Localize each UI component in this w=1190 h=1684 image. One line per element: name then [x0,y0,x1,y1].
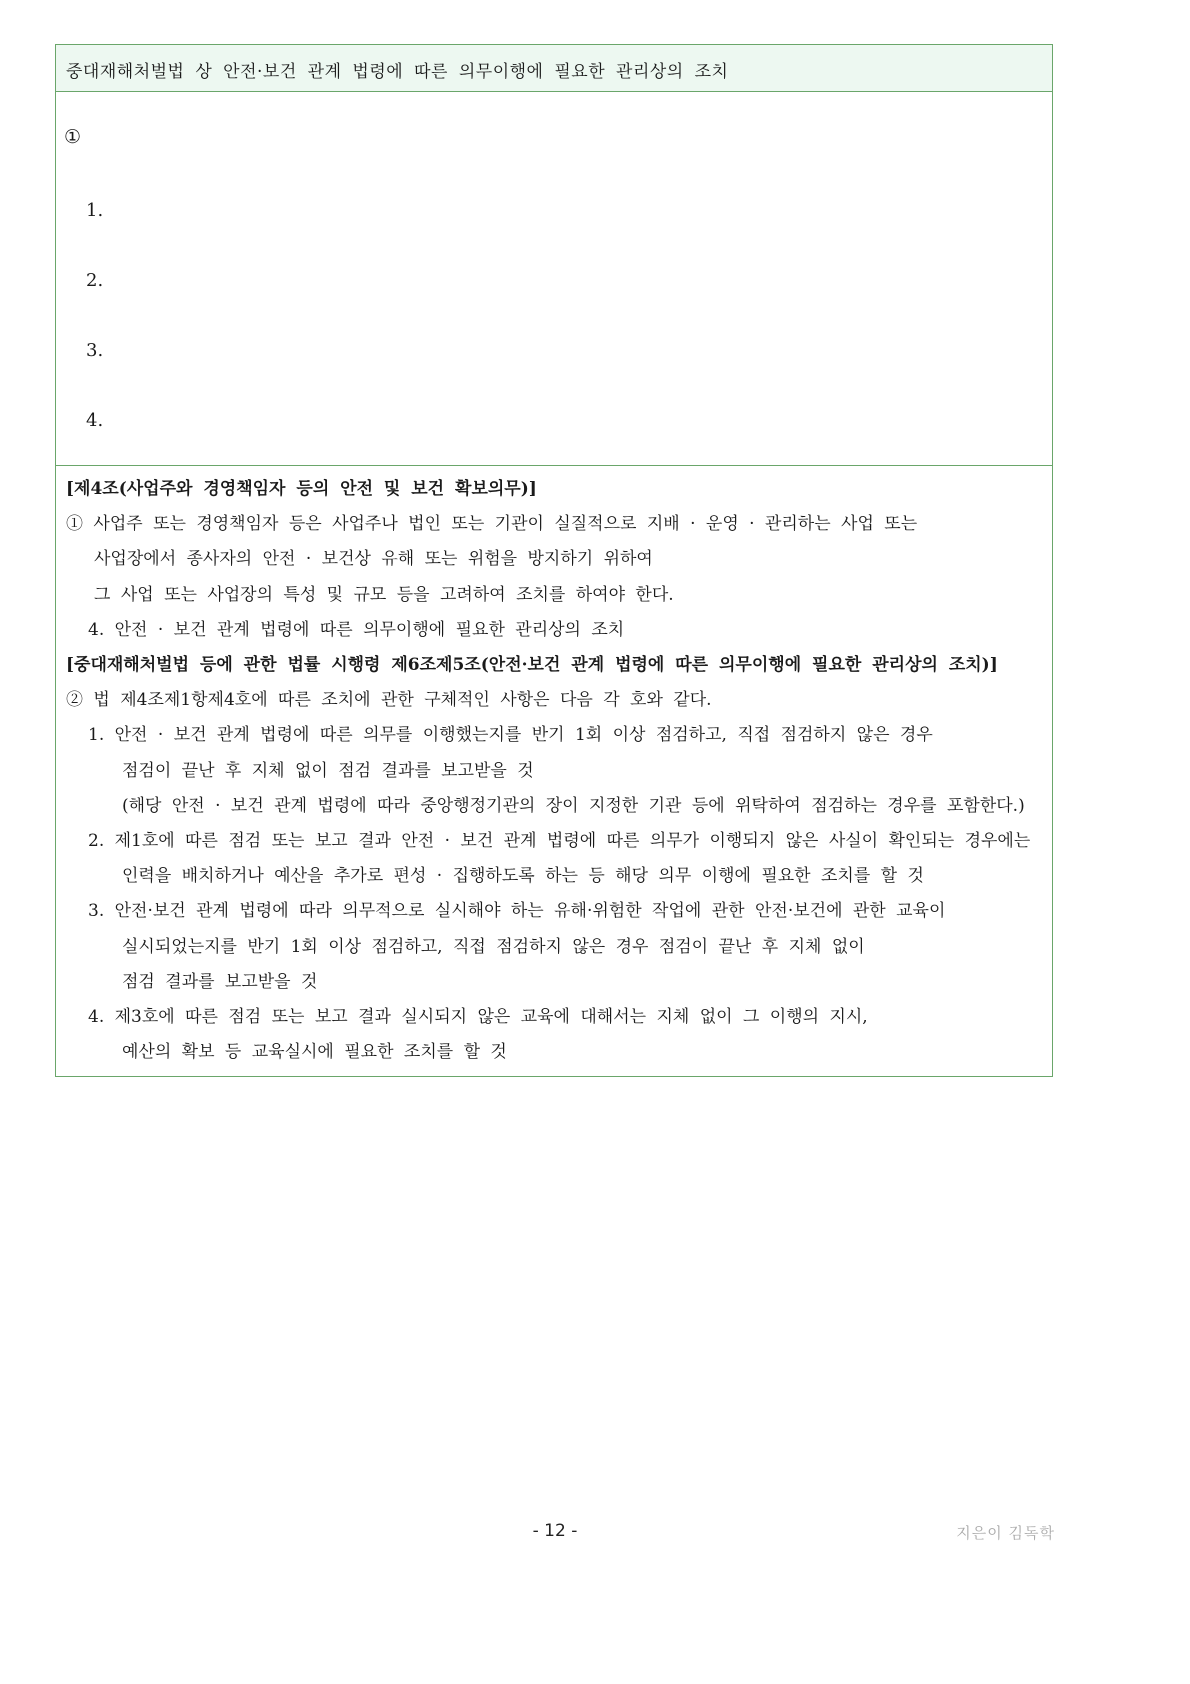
article4-para1-line3: 그 사업 또는 사업장의 특성 및 규모 등을 고려하여 조치를 하여야 한다. [94,584,674,605]
page-number: - 12 - [532,1521,578,1541]
decree-item3-line3: 점검 결과를 보고받을 것 [122,971,318,992]
decree-item2-line2: 인력을 배치하거나 예산을 추가로 편성 · 집행하도록 하는 등 해당 의무 이행에 필요한 조치를 할 것 [122,866,924,887]
decree-item3-line1: 3. 안전·보건 관계 법령에 따라 의무적으로 실시해야 하는 유해·위험한 작업에 관한 안전·보건에 관한 교육이 [88,901,946,922]
decree-item2-line1: 2. 제1호에 따른 점검 또는 보고 결과 안전 · 보건 관계 법령에 따른 의무가 이행되지 않은 사실이 확인되는 경우에는 [88,831,1031,852]
decree-title: [중대재해처벌법 등에 관한 법률 시행령 제6조제5조(안전·보건 관계 법령에 따른 의무이행에 필요한 관리상의 조치)] [66,655,998,676]
decree-item4-line2: 예산의 확보 등 교육실시에 필요한 조치를 할 것 [122,1042,507,1063]
author-credit: 지은이 김독학 [956,1524,1055,1542]
law-text-section [56,466,1052,1076]
article4-para1-line1: ① 사업주 또는 경영책임자 등은 사업주나 법인 또는 기관이 실질적으로 지배 · 운영 · 관리하는 사업 또는 [66,514,918,535]
blank-answer-section [56,92,1052,466]
decree-item1-line3: (해당 안전 · 보건 관계 법령에 따라 중앙행정기관의 장이 지정한 기관 등에 위탁하여 점검하는 경우를 포함한다.) [122,795,1025,816]
table-header [56,45,1052,92]
article4-title: [제4조(사업주와 경영책임자 등의 안전 및 보건 확보의무)] [66,479,537,499]
table-header-text: 중대재해처벌법 상 안전·보건 관계 법령에 따른 의무이행에 필요한 관리상의 조치 [66,62,729,82]
decree-item1-line1: 1. 안전 · 보건 관계 법령에 따른 의무를 이행했는지를 반기 1회 이상 점검하고, 직접 점검하지 않은 경우 [88,725,933,746]
circled-number: ① [64,126,82,148]
blank-item-1: 1. [86,200,104,221]
blank-item-3: 3. [86,340,104,361]
blank-item-2: 2. [86,270,104,291]
content-table [55,44,1053,1077]
decree-item3-line2: 실시되었는지를 반기 1회 이상 점검하고, 직접 점검하지 않은 경우 점검이 끝난 후 지체 없이 [122,936,865,957]
article4-item4: 4. 안전 · 보건 관계 법령에 따른 의무이행에 필요한 관리상의 조치 [88,619,625,640]
decree-item1-line2: 점검이 끝난 후 지체 없이 점검 결과를 보고받을 것 [122,760,534,781]
decree-item4-line1: 4. 제3호에 따른 점검 또는 보고 결과 실시되지 않은 교육에 대해서는 지체 없이 그 이행의 지시, [88,1007,868,1028]
decree-para2: ② 법 제4조제1항제4호에 따른 조치에 관한 구체적인 사항은 다음 각 호와 같다. [66,690,712,711]
article4-para1-line2: 사업장에서 종사자의 안전 · 보건상 유해 또는 위험을 방지하기 위하여 [94,549,653,570]
blank-item-4: 4. [86,410,104,431]
